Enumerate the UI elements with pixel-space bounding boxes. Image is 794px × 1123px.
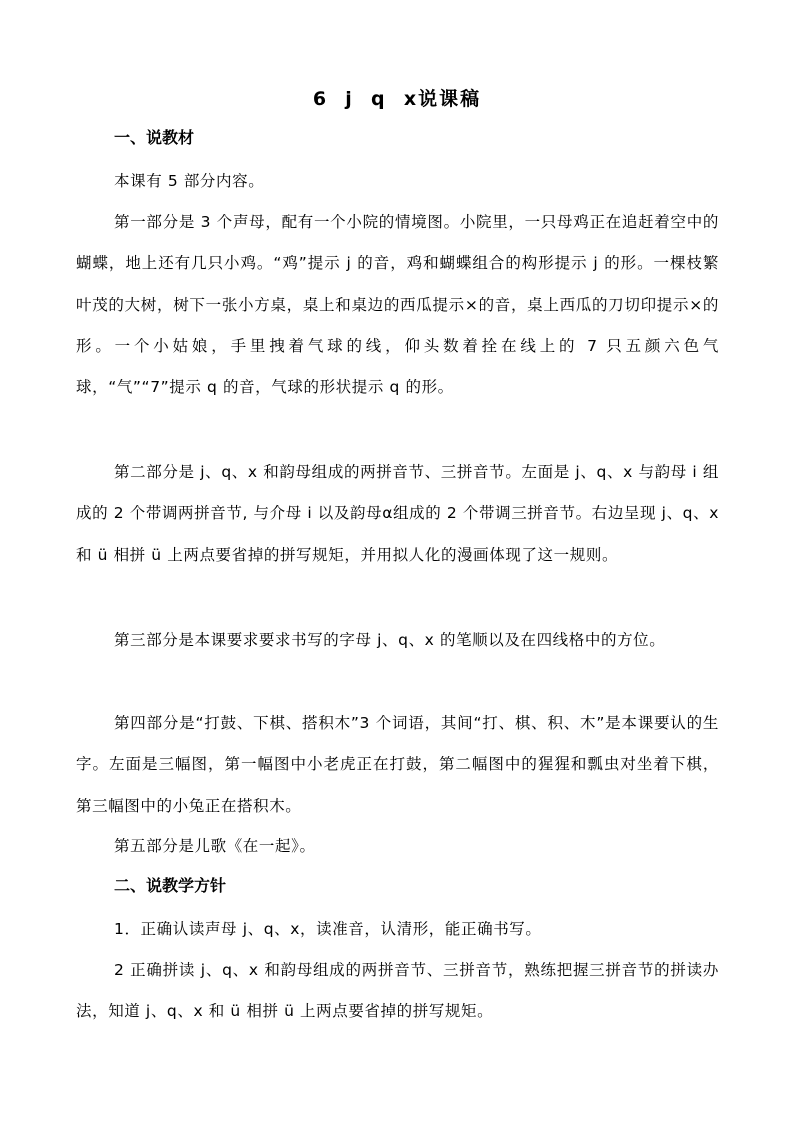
goal-item-one: 1．正确认读声母 j、q、x，读准音，认清形，能正确书写。 <box>114 920 542 938</box>
paragraph-part-five: 第五部分是儿歌《在一起》。 <box>114 837 316 855</box>
paragraph-part-four: 第四部分是“打鼓、下棋、搭积木”3 个词语，其间“打、棋、积、木”是本课要认的生字。左面是三幅图，第一幅图中小老虎正在打鼓，第二幅图中的猩猩和瓢虫对坐着下棋，第三幅图中的小兔正在搭积木。 <box>76 714 719 815</box>
document-title: 6 j q x说课稿 <box>312 88 482 110</box>
paragraph-intro: 本课有 5 部分内容。 <box>114 172 265 190</box>
paragraph-part-one: 第一部分是 3 个声母，配有一个小院的情境图。小院里，一只母鸡正在追赶着空中的蝴蝶，地上还有几只小鸡。“鸡”提示 j 的音，鸡和蝴蝶组合的构形提示 j 的形。一棵枝繁叶茂的大树，树下一张小方桌，桌上和桌边的西瓜提示×的音，桌上西瓜的刀切印提示×的形。一个小姑娘，手里拽着气球的线，仰头数着拴在线上的 7 只五颜六色气球，“气”“7”提示 q 的音，气球的形状提示 q 的形。 <box>76 213 719 397</box>
goal-item-two: 2 正确拼读 j、q、x 和韵母组成的两拼音节、三拼音节，熟练把握三拼音节的拼读办法，知道 j、q、x 和 ü 相拼 ü 上两点要省掉的拼写规矩。 <box>76 961 719 1021</box>
paragraph-part-two: 第二部分是 j、q、x 和韵母组成的两拼音节、三拼音节。左面是 j、q、x 与韵母 i 组成的 2 个带调两拼音节, 与介母 i 以及韵母α组成的 2 个带调三拼音节。右边呈现 j、q、x 和 ü 相拼 ü 上两点要省掉的拼写规矩，并用拟人化的漫画体现了这一规则。 <box>76 463 719 564</box>
section-heading-textbook: 一、说教材 <box>114 128 195 147</box>
paragraph-part-three: 第三部分是本课要求要求书写的字母 j、q、x 的笔顺以及在四线格中的方位。 <box>114 631 666 649</box>
section-heading-goals: 二、说教学方针 <box>114 876 227 895</box>
